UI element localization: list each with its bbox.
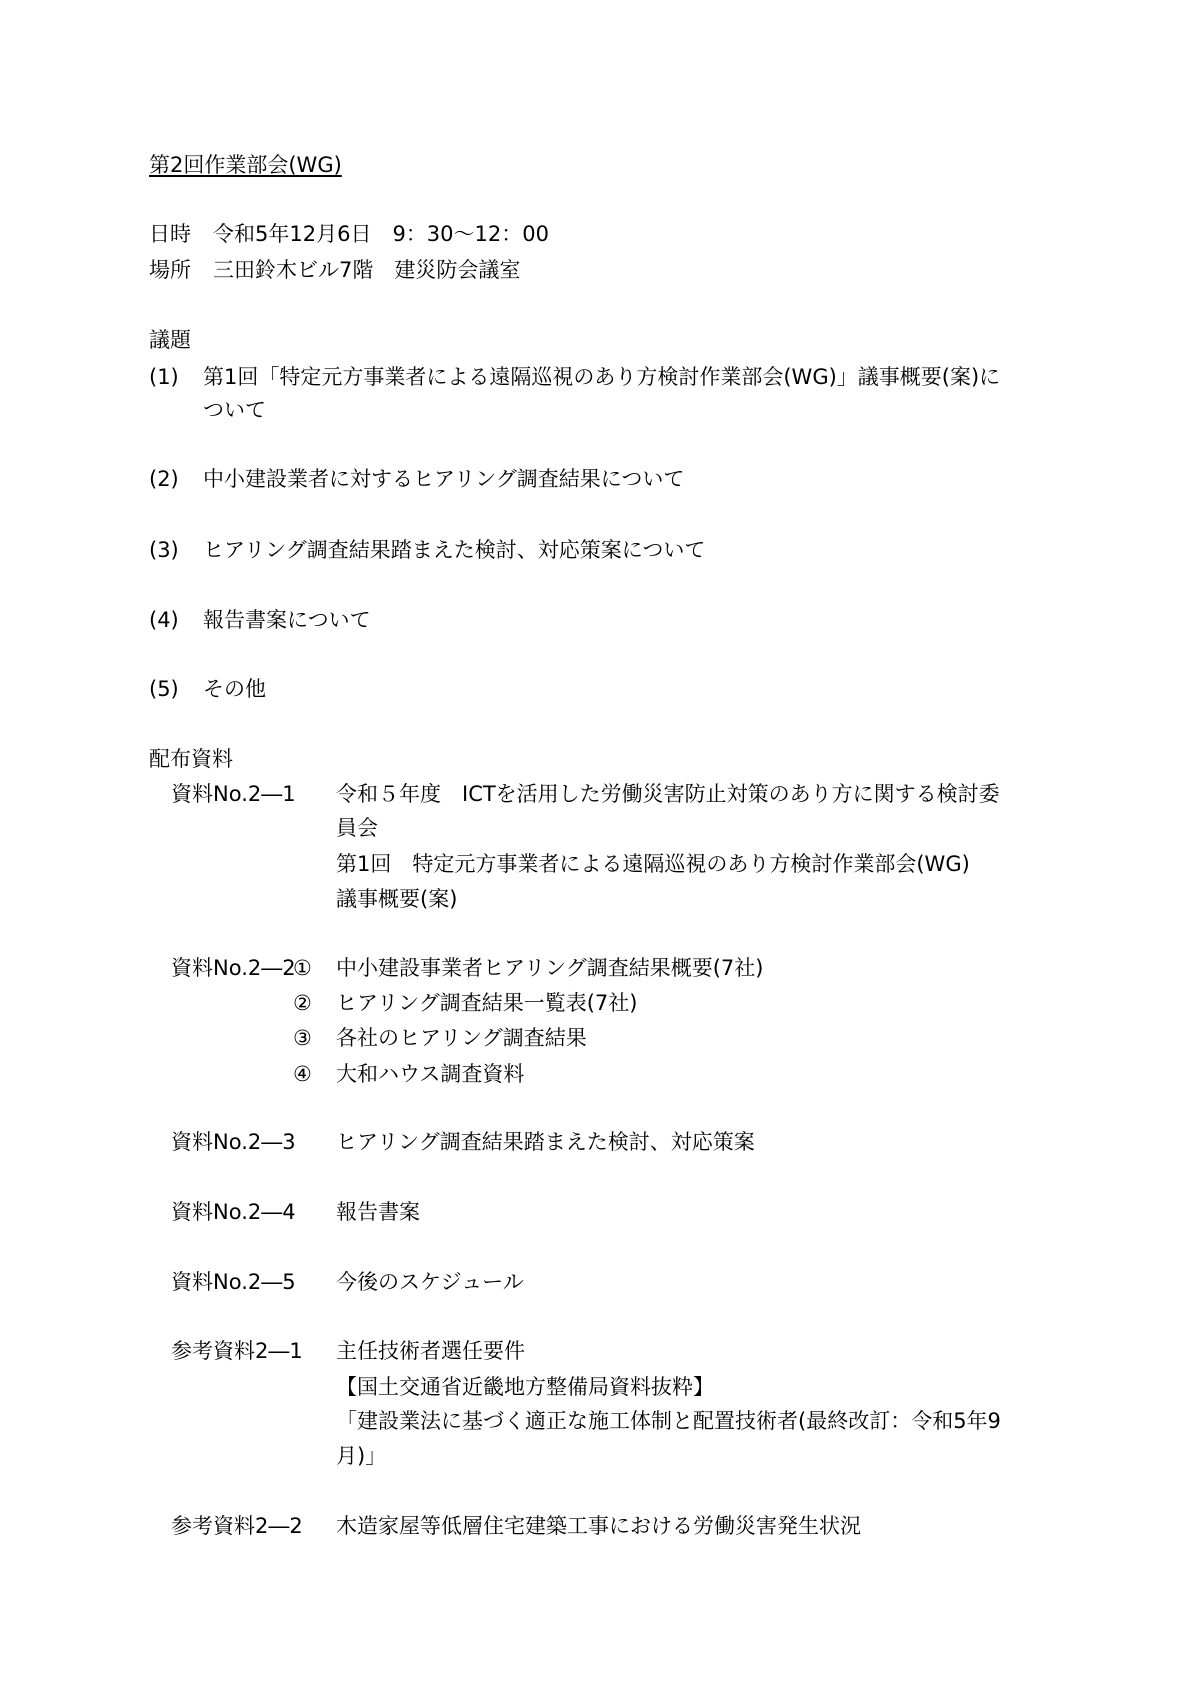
material-label: 資料No.2―1 — [171, 782, 296, 806]
material-text: 大和ハウス調査資料 — [336, 1062, 525, 1086]
reference-text: 月)」 — [336, 1444, 387, 1468]
material-text: ヒアリング調査結果踏まえた検討、対応策案 — [336, 1130, 755, 1154]
reference-label: 参考資料2―1 — [171, 1339, 303, 1363]
place-value: 三田鈴木ビル7階 建災防会議室 — [213, 258, 521, 282]
reference-text: 【国土交通省近畿地方整備局資料抜粋】 — [336, 1375, 714, 1399]
material-label: 資料No.2―4 — [171, 1200, 296, 1224]
agenda-num: (5) — [149, 677, 179, 701]
agenda-num: (3) — [149, 538, 179, 562]
material-text: 中小建設事業者ヒアリング調査結果概要(7社) — [336, 956, 764, 980]
reference-label: 参考資料2―2 — [171, 1514, 303, 1538]
material-text: 第1回 特定元方事業者による遠隔巡視のあり方検討作業部会(WG) — [336, 852, 970, 876]
reference-text: 木造家屋等低層住宅建築工事における労働災害発生状況 — [336, 1514, 861, 1538]
material-sub-mark: ④ — [293, 1062, 312, 1086]
reference-text: 主任技術者選任要件 — [336, 1339, 525, 1363]
material-sub-mark: ① — [293, 956, 312, 980]
material-text: 報告書案 — [336, 1200, 420, 1224]
material-text: 議事概要(案) — [336, 887, 458, 911]
material-label: 資料No.2―2 — [171, 956, 296, 980]
agenda-item: 中小建設業者に対するヒアリング調査結果について — [203, 467, 685, 491]
document-title: 第2回作業部会(WG) — [149, 153, 342, 177]
agenda-item-cont: ついて — [203, 398, 266, 422]
agenda-num: (1) — [149, 365, 179, 389]
place-label: 場所 — [149, 258, 191, 282]
material-sub-mark: ② — [293, 991, 312, 1015]
agenda-item: 第1回「特定元方事業者による遠隔巡視のあり方検討作業部会(WG)」議事概要(案)に — [203, 365, 1001, 389]
datetime-label: 日時 — [149, 222, 191, 246]
agenda-num: (4) — [149, 608, 179, 632]
agenda-item: ヒアリング調査結果踏まえた検討、対応策案について — [203, 538, 706, 562]
material-text: 今後のスケジュール — [336, 1270, 524, 1294]
reference-text: 「建設業法に基づく適正な施工体制と配置技術者(最終改訂：令和5年9 — [336, 1409, 1001, 1433]
agenda-item: その他 — [203, 677, 266, 701]
material-sub-mark: ③ — [293, 1026, 312, 1050]
material-text: 各社のヒアリング調査結果 — [336, 1026, 587, 1050]
material-text: 員会 — [336, 816, 378, 840]
agenda-num: (2) — [149, 467, 179, 491]
materials-heading: 配布資料 — [149, 747, 233, 771]
agenda-item: 報告書案について — [203, 608, 371, 632]
material-text: 令和５年度 ICTを活用した労働災害防止対策のあり方に関する検討委 — [336, 782, 1000, 806]
material-label: 資料No.2―5 — [171, 1270, 296, 1294]
agenda-heading: 議題 — [149, 328, 191, 352]
material-text: ヒアリング調査結果一覧表(7社) — [336, 991, 638, 1015]
material-label: 資料No.2―3 — [171, 1130, 296, 1154]
datetime-value: 令和5年12月6日 9：30～12：00 — [213, 222, 549, 246]
